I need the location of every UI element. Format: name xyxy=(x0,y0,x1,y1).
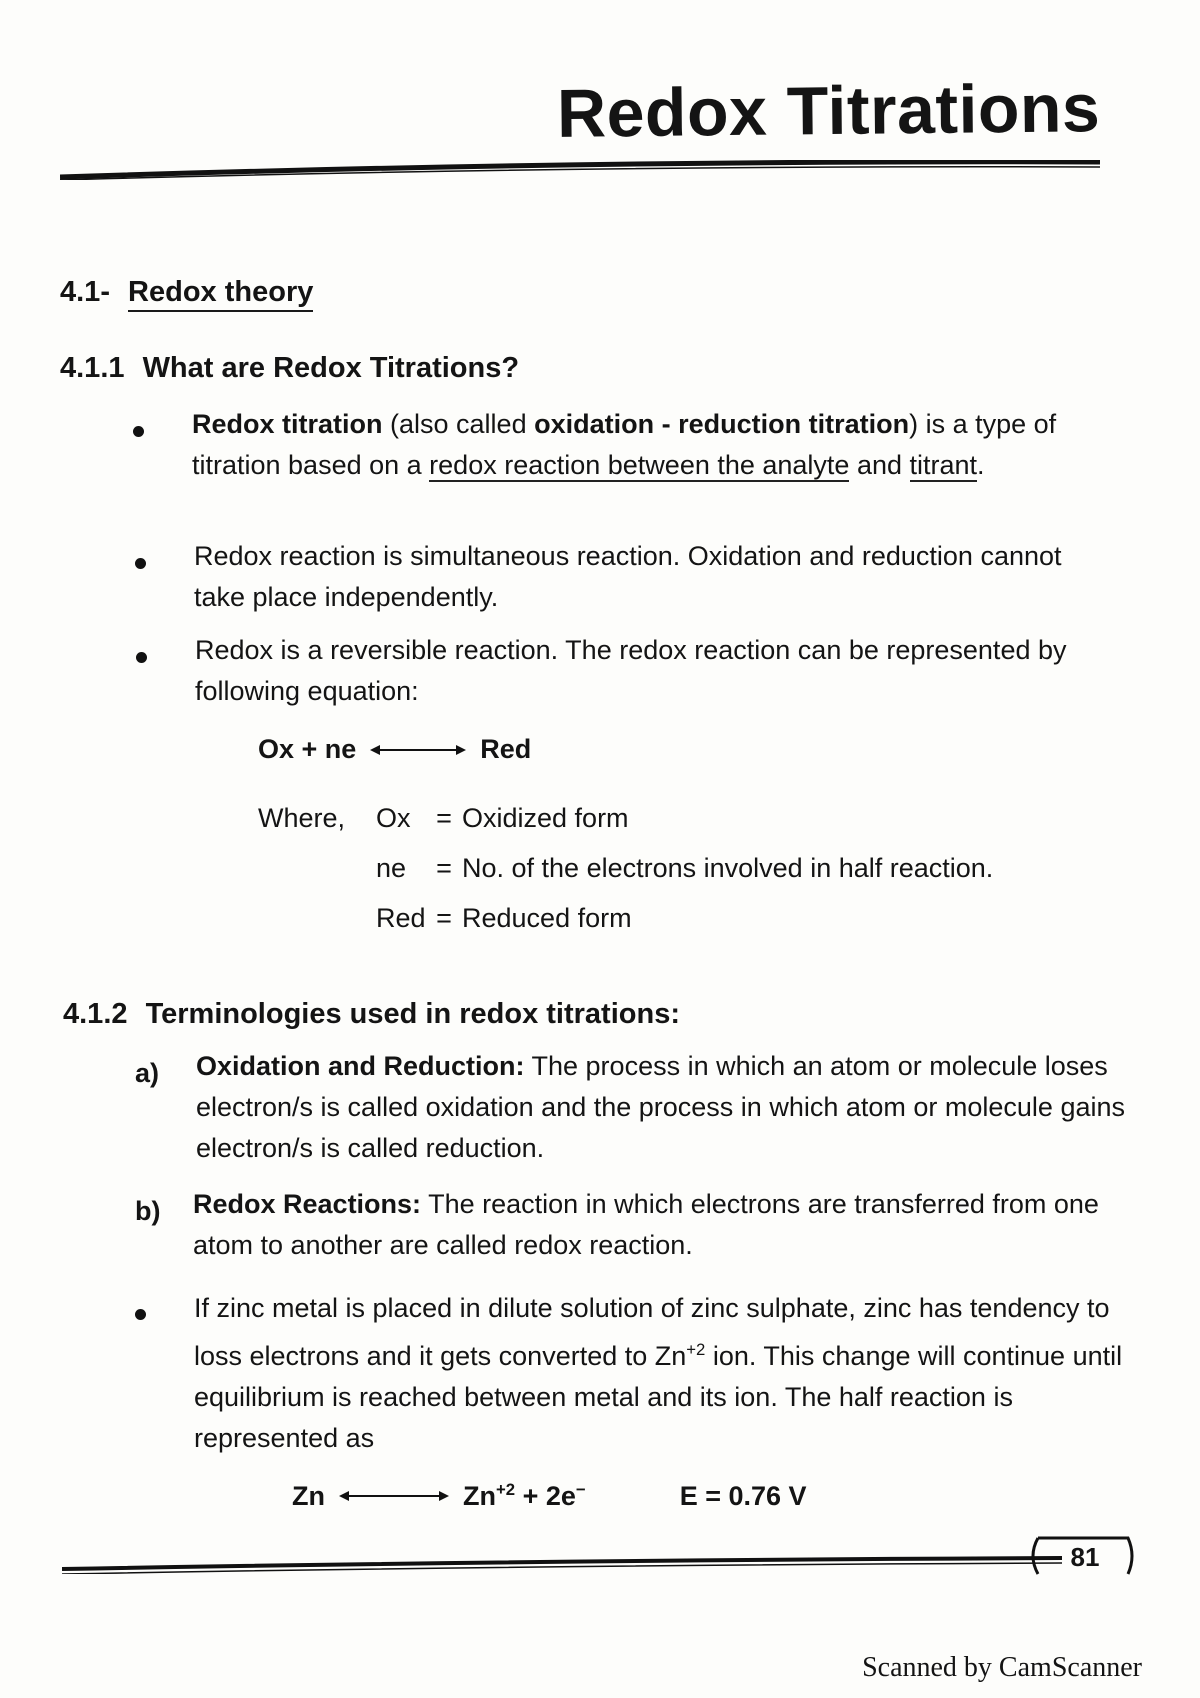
definition-term: ne xyxy=(376,853,407,883)
section-number: 4.1- xyxy=(60,276,110,308)
section-number: 4.1.2 xyxy=(63,998,128,1030)
bullet-icon xyxy=(133,426,144,437)
redox-equation xyxy=(258,734,531,765)
text-run: and xyxy=(849,450,910,480)
bullet-reversible: Redox is a reversible reaction. The redox reaction can be represented by following equation: xyxy=(195,635,1067,706)
bold-term: Redox titration xyxy=(192,409,383,439)
section-title: Redox theory xyxy=(128,276,313,312)
superscript: − xyxy=(575,1480,586,1499)
item-oxidation-reduction xyxy=(196,1046,1136,1169)
bullet-icon xyxy=(136,652,147,663)
equals-sign: = xyxy=(436,853,452,883)
definition-term: Red xyxy=(376,903,426,933)
underlined-text: titrant xyxy=(909,450,978,480)
text-run: If zinc metal is placed in dilute solution of zinc sulphate, zinc has tendency to loss electrons and it gets converted to Zn xyxy=(194,1293,1110,1371)
electrode-potential: E = 0.76 V xyxy=(679,1480,807,1511)
text-run: ion. This change will continue until equilibrium is reached between metal and its ion. The half reaction is represented as xyxy=(194,1341,1123,1453)
definition-meaning: Reduced form xyxy=(462,903,632,933)
bold-term: oxidation - reduction titration xyxy=(534,409,910,439)
bullet-icon xyxy=(135,558,146,569)
species: Zn xyxy=(463,1481,496,1511)
text-run: . xyxy=(977,450,985,480)
text-run: The reaction in which electrons are transferred from one atom to another are called redox reaction. xyxy=(193,1189,1099,1260)
section-number: 4.1.1 xyxy=(60,352,125,384)
definition-row xyxy=(258,843,993,893)
double-arrow-icon xyxy=(339,1489,449,1503)
page-title: Redox Titrations xyxy=(556,70,1101,152)
bullet-icon xyxy=(135,1309,146,1320)
superscript: +2 xyxy=(686,1340,706,1359)
reaction-right xyxy=(463,1480,586,1512)
bold-term: Oxidation and Reduction: xyxy=(196,1051,525,1081)
equation-left: Ox + ne xyxy=(258,734,357,764)
electrons: + 2e xyxy=(515,1481,576,1511)
header-rule xyxy=(60,160,1100,180)
definition-meaning: Oxidized form xyxy=(462,803,629,833)
scanner-watermark: Scanned by CamScanner xyxy=(862,1652,1142,1683)
underlined-text: redox reaction between the analyte xyxy=(429,450,850,480)
bullet-simultaneous: Redox reaction is simultaneous reaction. Oxidation and reduction cannot take place independently. xyxy=(194,541,1062,612)
section-4-1-1-heading xyxy=(60,352,519,385)
equals-sign: = xyxy=(436,903,452,933)
bold-term: Redox Reactions: xyxy=(193,1189,422,1219)
double-arrow-icon xyxy=(370,743,466,757)
zinc-half-reaction xyxy=(292,1480,807,1512)
text-run: The process in which an atom or molecule loses electron/s is called oxidation and the process in which atom or molecule gains electron/s is called reduction. xyxy=(196,1051,1125,1163)
equation-right: Red xyxy=(480,734,532,764)
definitions-block xyxy=(258,793,993,943)
footer-rule xyxy=(62,1554,1062,1574)
definition-term: Ox xyxy=(376,803,411,833)
definition-row xyxy=(258,893,993,943)
definition-row xyxy=(258,793,993,843)
superscript: +2 xyxy=(496,1480,516,1499)
text-run: ) is a type of titration based on a xyxy=(192,409,1057,480)
equals-sign: = xyxy=(436,803,452,833)
section-4-1-heading xyxy=(60,276,313,309)
section-4-1-2-heading xyxy=(63,998,680,1031)
section-title: Terminologies used in redox titrations: xyxy=(145,998,680,1030)
reaction-left: Zn xyxy=(292,1480,325,1511)
definition-meaning: No. of the electrons involved in half reaction. xyxy=(462,853,994,883)
text-run: (also called xyxy=(382,409,535,439)
bullet-zinc-example xyxy=(194,1288,1134,1459)
item-a-label: a) xyxy=(135,1058,160,1088)
section-title: What are Redox Titrations? xyxy=(142,352,520,384)
item-b-label: b) xyxy=(135,1196,161,1226)
where-label: Where, xyxy=(258,803,346,833)
page-number: 81 xyxy=(1070,1542,1100,1572)
bullet-redox-definition xyxy=(192,404,1112,486)
item-redox-reactions xyxy=(193,1184,1133,1266)
